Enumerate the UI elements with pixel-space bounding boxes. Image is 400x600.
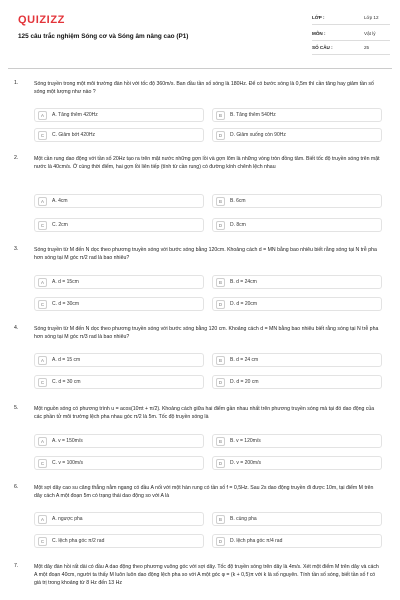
question-number: 5. [14, 405, 19, 411]
option-letter: A [38, 111, 47, 120]
option-text: A. 4cm [52, 198, 68, 204]
quizizz-logo: QUIZIZZ [18, 14, 65, 26]
option-text: D. Giảm xuống còn 90Hz [230, 132, 286, 138]
option-letter: C [38, 459, 47, 468]
answer-option[interactable] [34, 128, 204, 142]
option-letter: C [38, 378, 47, 387]
option-text: B. 6cm [230, 198, 246, 204]
option-letter: A [38, 278, 47, 287]
answer-option[interactable] [34, 375, 204, 389]
option-letter: C [38, 221, 47, 230]
answer-option[interactable] [212, 353, 382, 367]
option-letter: A [38, 437, 47, 446]
answer-option[interactable] [212, 434, 382, 448]
answer-option[interactable] [212, 297, 382, 311]
answer-option[interactable] [34, 218, 204, 232]
document-header [0, 0, 400, 66]
option-letter: D [216, 537, 225, 546]
option-text: A. ngược pha [52, 516, 83, 522]
meta-row-grade [312, 13, 390, 25]
question-number: 1. [14, 80, 19, 86]
meta-label: SỐ CÂU : [312, 45, 333, 50]
option-letter: C [38, 537, 47, 546]
option-text: B. Tăng thêm 540Hz [230, 112, 276, 118]
answer-option[interactable] [212, 275, 382, 289]
question-text: Một nguồn sóng có phương trình u = acos(10πt + π/2). Khoảng cách giữa hai điểm gần nhau nhất trên phương truyền sóng mà tại đó dao động của các phần tử môi trường lệch pha nhau góc π/2 là 5m. Tốc độ truyền sóng là [34, 406, 375, 421]
answer-option[interactable] [34, 275, 204, 289]
option-text: B. v = 120m/s [230, 438, 261, 444]
meta-value: Vật lý [364, 31, 376, 36]
answer-option[interactable] [34, 297, 204, 311]
meta-value: Lớp 12 [364, 15, 379, 20]
option-letter: D [216, 131, 225, 140]
answer-option[interactable] [212, 456, 382, 470]
question-text: Một dây đàn hồi rất dài có đầu A dao động theo phương vuông góc với sợi dây. Tốc độ truyền sóng trên dây là 4m/s. Xét một điểm M trên dây và cách A một đoạn 40cm, người ta thấy M luôn luôn dao động lệch pha so với A một góc φ = (k + 0,5)π với k là số nguyên. Tính tần số sóng, biết tần số f có giá trị trong khoảng từ 8 Hz đến 13 Hz [34, 564, 379, 587]
option-text: C. 2cm [52, 222, 68, 228]
option-text: D. v = 200m/s [230, 460, 261, 466]
answer-option[interactable] [212, 108, 382, 122]
answer-option[interactable] [212, 375, 382, 389]
answer-option[interactable] [34, 434, 204, 448]
question-text: Một cần rung dao động với tần số 20Hz tạo ra trên mặt nước những gợn lồi và gợn lõm là những vòng tròn đồng tâm. Biết tốc độ truyền sóng trên mặt nước là 40cm/s. Ở cùng thời điểm, hai gợn lồi liên tiếp (tính từ cần rung) có đường kính chênh lệch nhau [34, 156, 380, 171]
question-number: 2. [14, 155, 19, 161]
question-number: 3. [14, 246, 19, 252]
question-number: 6. [14, 484, 19, 490]
answer-option[interactable] [212, 218, 382, 232]
option-letter: B [216, 515, 225, 524]
answer-option[interactable] [34, 534, 204, 548]
option-text: D. d = 20cm [230, 301, 258, 307]
question-text: Một sợi dây cao su căng thẳng nằm ngang có đầu A nối với một hàn rung có tần số f = 0,5Hz. Sau 2s dao động truyền đi được 10m, tại điểm M trên dây cách A một đoạn 5m có trạng thái dao động so với A là [34, 485, 374, 500]
question-number: 4. [14, 325, 19, 331]
option-letter: B [216, 111, 225, 120]
option-text: B. d = 24cm [230, 279, 257, 285]
option-letter: B [216, 437, 225, 446]
answer-option[interactable] [212, 128, 382, 142]
option-letter: D [216, 459, 225, 468]
header-divider [8, 68, 392, 69]
option-text: D. d = 20 cm [230, 379, 259, 385]
option-text: C. lệch pha góc π/2 rad [52, 538, 105, 544]
option-letter: A [38, 515, 47, 524]
option-letter: C [38, 131, 47, 140]
answer-option[interactable] [34, 353, 204, 367]
option-letter: D [216, 221, 225, 230]
answer-option[interactable] [212, 512, 382, 526]
question-number: 7. [14, 563, 19, 569]
answer-option[interactable] [34, 456, 204, 470]
answer-option[interactable] [34, 512, 204, 526]
question-text: Sóng truyền trong một môi trường đàn hồi với tốc độ 360m/s. Ban đầu tần số sóng là 180Hz. Để có bước sóng là 0,5m thì cần tăng hay giảm tần số sóng một lượng như nào ? [34, 81, 374, 96]
answer-option[interactable] [212, 194, 382, 208]
option-text: C. Giảm bớt 420Hz [52, 132, 96, 138]
option-letter: A [38, 197, 47, 206]
page-title: 125 câu trắc nghiệm Sóng cơ và Sóng âm nâng cao (P1) [18, 33, 189, 40]
meta-row-count [312, 43, 390, 55]
meta-label: LỚP : [312, 15, 325, 20]
meta-row-subject [312, 29, 390, 41]
option-letter: B [216, 197, 225, 206]
meta-label: MÔN : [312, 31, 326, 36]
option-text: B. d = 24 cm [230, 357, 259, 363]
meta-value: 25 [364, 45, 370, 50]
option-text: D. lệch pha góc π/4 rad [230, 538, 283, 544]
option-text: A. d = 15cm [52, 279, 79, 285]
answer-option[interactable] [34, 108, 204, 122]
option-text: A. Tăng thêm 420Hz [52, 112, 98, 118]
answer-option[interactable] [212, 534, 382, 548]
option-text: A. d = 15 cm [52, 357, 81, 363]
option-text: D. 8cm [230, 222, 246, 228]
option-letter: B [216, 278, 225, 287]
option-text: B. cùng pha [230, 516, 257, 522]
option-text: C. d = 30 cm [52, 379, 81, 385]
option-text: C. d = 30cm [52, 301, 80, 307]
option-letter: A [38, 356, 47, 365]
option-text: C. v = 100m/s [52, 460, 83, 466]
question-text: Sóng truyền từ M đến N dọc theo phương truyền sóng với bước sóng bằng 120 cm. Khoảng cách d = MN bằng bao nhiêu biết rằng sóng tại N trễ pha hơn sóng tại M góc π/3 rad là bao nhiêu? [34, 326, 379, 341]
option-letter: B [216, 356, 225, 365]
question-text: Sóng truyền từ M đến N dọc theo phương truyền sóng với bước sóng bằng 120cm. Khoảng cách d = MN bằng bao nhiêu biết rằng sóng tại N trễ pha hơn sóng tại M góc π/2 rad là bao nhiêu? [34, 247, 377, 262]
answer-option[interactable] [34, 194, 204, 208]
option-letter: C [38, 300, 47, 309]
option-text: A. v = 150m/s [52, 438, 83, 444]
option-letter: D [216, 378, 225, 387]
option-letter: D [216, 300, 225, 309]
